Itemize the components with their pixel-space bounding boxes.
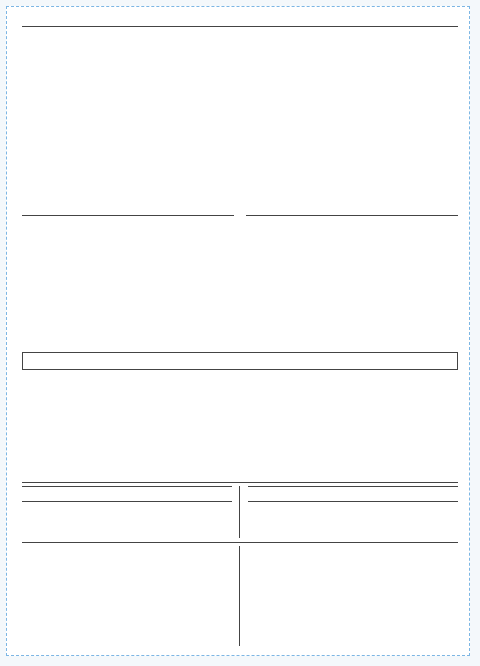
document-page [22, 12, 458, 648]
left-column-title [22, 486, 232, 502]
column-divider-top [239, 486, 240, 538]
intro-box-title [22, 338, 458, 350]
section-divider [22, 482, 458, 483]
header-center [22, 12, 458, 26]
commentary-header [22, 208, 458, 222]
column-divider-bottom [239, 546, 240, 646]
intro-box [22, 352, 458, 370]
right-column [248, 486, 458, 505]
page-header [22, 12, 458, 27]
section-divider-2 [22, 542, 458, 543]
commentary-title [234, 210, 246, 220]
left-column [22, 486, 232, 505]
right-column-title [248, 486, 458, 502]
